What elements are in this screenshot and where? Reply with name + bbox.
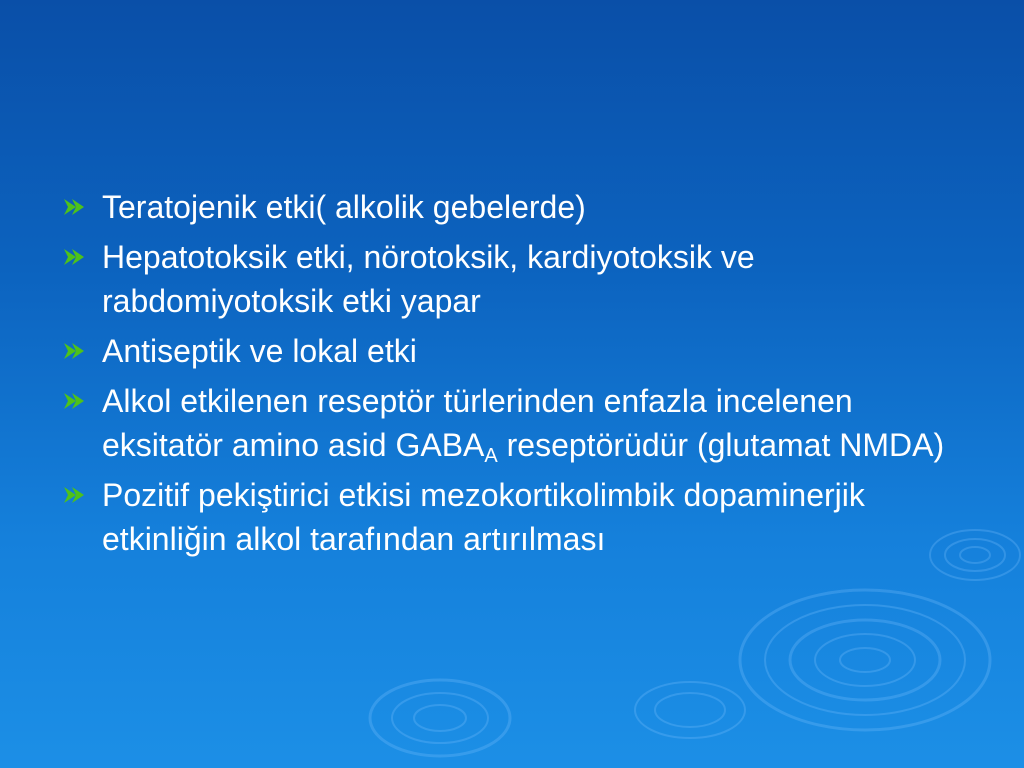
bullet-text-after: reseptörüdür (glutamat NMDA)	[506, 427, 945, 463]
green-arrow-bullet-icon	[62, 197, 86, 217]
bullet-text: Antiseptik ve lokal etki	[102, 333, 417, 369]
green-arrow-bullet-icon	[62, 391, 86, 411]
bullet-item	[62, 235, 962, 323]
bullet-item	[62, 473, 962, 561]
green-arrow-bullet-icon	[62, 247, 86, 267]
bullet-text: Pozitif pekiştirici etkisi mezokortikolimbik dopaminerjik etkinliğin alkol tarafından artırılması	[102, 477, 865, 557]
slide-content	[62, 185, 962, 567]
gaba-subscript: A	[484, 445, 498, 467]
bullet-item	[62, 185, 962, 229]
green-arrow-bullet-icon	[62, 341, 86, 361]
green-arrow-bullet-icon	[62, 485, 86, 505]
bullet-list	[62, 185, 962, 561]
bullet-text: Hepatotoksik etki, nörotoksik, kardiyotoksik ve rabdomiyotoksik etki yapar	[102, 239, 755, 319]
bullet-item	[62, 329, 962, 373]
bullet-item	[62, 379, 962, 467]
bullet-text: Teratojenik etki( alkolik gebelerde)	[102, 189, 586, 225]
bullet-text-gaba	[102, 383, 945, 467]
bullet-text-main: Alkol etkilenen reseptör türlerinden enfazla incelenen eksitatör amino asid GABA	[102, 383, 853, 463]
